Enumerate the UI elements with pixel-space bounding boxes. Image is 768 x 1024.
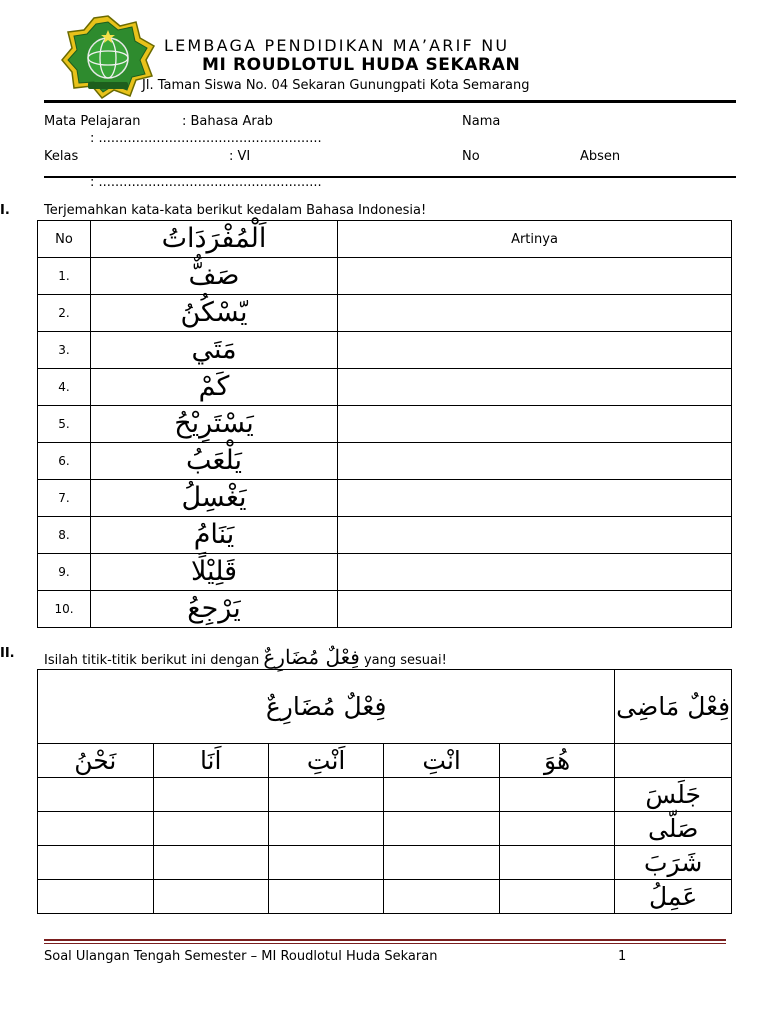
verb-row <box>38 812 732 846</box>
table-row <box>38 295 732 332</box>
pronoun-cell: اَنَا <box>153 744 268 778</box>
row-number: 1. <box>38 258 91 295</box>
table-row <box>38 554 732 591</box>
arabic-word: يَرْجِعُ <box>91 591 338 628</box>
verb-row <box>38 846 732 880</box>
arabic-word: قَلِيْلًا <box>91 554 338 591</box>
answer-cell[interactable] <box>384 846 500 880</box>
answer-cell[interactable] <box>153 846 268 880</box>
answer-cell[interactable] <box>338 406 732 443</box>
answer-cell[interactable] <box>338 517 732 554</box>
class-label: Kelas <box>44 149 79 164</box>
madhi-header: فِعْلٌ مَاضِى <box>615 670 732 744</box>
arabic-word: كَمْ <box>91 369 338 406</box>
table-row <box>38 517 732 554</box>
page-number: 1 <box>618 949 627 964</box>
answer-cell[interactable] <box>499 846 614 880</box>
arabic-word: يَسْتَرِيْحُ <box>91 406 338 443</box>
school-address: Jl. Taman Siswa No. 04 Sekaran Gunungpati Kota Semarang <box>142 78 530 93</box>
institution-name: LEMBAGA PENDIDIKAN MA’ARIF NU <box>164 36 510 55</box>
section2-instruction <box>44 645 447 669</box>
answer-cell[interactable] <box>153 880 268 914</box>
table-row <box>38 591 732 628</box>
table-row <box>38 406 732 443</box>
answer-cell[interactable] <box>268 880 384 914</box>
footer-text: Soal Ulangan Tengah Semester – MI Roudlotul Huda Sekaran <box>44 949 438 964</box>
col-no-header: No <box>38 221 91 258</box>
answer-cell[interactable] <box>338 332 732 369</box>
subject-label: Mata Pelajaran <box>44 114 141 129</box>
answer-cell[interactable] <box>268 812 384 846</box>
row-number: 7. <box>38 480 91 517</box>
empty-cell <box>615 744 732 778</box>
arabic-word: يّسْكُنُ <box>91 295 338 332</box>
answer-cell[interactable] <box>338 591 732 628</box>
arabic-word: مَتَي <box>91 332 338 369</box>
verb-row <box>38 778 732 812</box>
answer-cell[interactable] <box>384 812 500 846</box>
subject-value: : Bahasa Arab <box>182 114 273 129</box>
section1-instruction: Terjemahkan kata-kata berikut kedalam Bahasa Indonesia! <box>44 203 427 218</box>
pronoun-cell: انْتِ <box>384 744 500 778</box>
answer-cell[interactable] <box>338 295 732 332</box>
school-name: MI ROUDLOTUL HUDA SEKARAN <box>202 55 521 75</box>
answer-cell[interactable] <box>153 778 268 812</box>
arabic-word: صَفٌّ <box>91 258 338 295</box>
answer-cell[interactable] <box>499 812 614 846</box>
verb-row <box>38 880 732 914</box>
answer-cell[interactable] <box>38 812 154 846</box>
answer-cell[interactable] <box>38 846 154 880</box>
section2-number: II. <box>0 646 15 661</box>
row-number: 5. <box>38 406 91 443</box>
name-label: Nama <box>462 114 501 129</box>
arabic-word: يَغْسِلُ <box>91 480 338 517</box>
answer-cell[interactable] <box>384 880 500 914</box>
madhi-verb: صَلّى <box>615 812 732 846</box>
class-value: : VI <box>229 149 251 164</box>
madhi-verb: عَمِلُ <box>615 880 732 914</box>
instruction-text-before: Isilah titik-titik berikut ini dengan <box>44 653 260 668</box>
pronoun-row <box>38 744 732 778</box>
answer-cell[interactable] <box>338 443 732 480</box>
arabic-word: يَنَامُ <box>91 517 338 554</box>
conjugation-header-row <box>38 670 732 744</box>
madhi-verb: جَلَسَ <box>615 778 732 812</box>
answer-cell[interactable] <box>499 778 614 812</box>
madhi-verb: شَرَبَ <box>615 846 732 880</box>
pronoun-cell: نَحْنُ <box>38 744 154 778</box>
vocabulary-table <box>37 220 732 628</box>
answer-cell[interactable] <box>153 812 268 846</box>
table-row <box>38 480 732 517</box>
row-number: 9. <box>38 554 91 591</box>
row-number: 3. <box>38 332 91 369</box>
footer-rule-thin <box>44 943 726 944</box>
name-field[interactable]: : ...................................................... <box>90 131 322 146</box>
table-row <box>38 332 732 369</box>
answer-cell[interactable] <box>38 880 154 914</box>
row-number: 8. <box>38 517 91 554</box>
answer-cell[interactable] <box>268 846 384 880</box>
answer-cell[interactable] <box>268 778 384 812</box>
attendance-label: Absen <box>580 149 621 164</box>
number-field[interactable]: : ...................................................... <box>90 175 322 190</box>
answer-cell[interactable] <box>38 778 154 812</box>
footer-rule <box>44 939 726 941</box>
pronoun-cell: هُوَ <box>499 744 614 778</box>
section1-number: I. <box>0 203 10 218</box>
conjugation-table <box>37 669 732 914</box>
pronoun-cell: اَنْتِ <box>268 744 384 778</box>
answer-cell[interactable] <box>338 258 732 295</box>
row-number: 4. <box>38 369 91 406</box>
row-number: 6. <box>38 443 91 480</box>
mudhari-header: فِعْلٌ مُضَارِعٌ <box>38 670 615 744</box>
table-row <box>38 258 732 295</box>
row-number: 10. <box>38 591 91 628</box>
answer-cell[interactable] <box>338 369 732 406</box>
answer-cell[interactable] <box>338 554 732 591</box>
answer-cell[interactable] <box>338 480 732 517</box>
table-row <box>38 443 732 480</box>
answer-cell[interactable] <box>499 880 614 914</box>
number-label: No <box>462 149 480 164</box>
table-row <box>38 369 732 406</box>
col-arabic-header: اَلْمُفْرَدَاتُ <box>91 221 338 258</box>
arabic-word: يَلْعَبُ <box>91 443 338 480</box>
answer-cell[interactable] <box>384 778 500 812</box>
header-rule <box>44 100 736 103</box>
instruction-arabic-term: فِعْلٌ مُضَارِعٌ <box>263 645 360 669</box>
table-header-row <box>38 221 732 258</box>
instruction-text-after: yang sesuai! <box>363 653 447 668</box>
row-number: 2. <box>38 295 91 332</box>
col-meaning-header: Artinya <box>338 221 732 258</box>
